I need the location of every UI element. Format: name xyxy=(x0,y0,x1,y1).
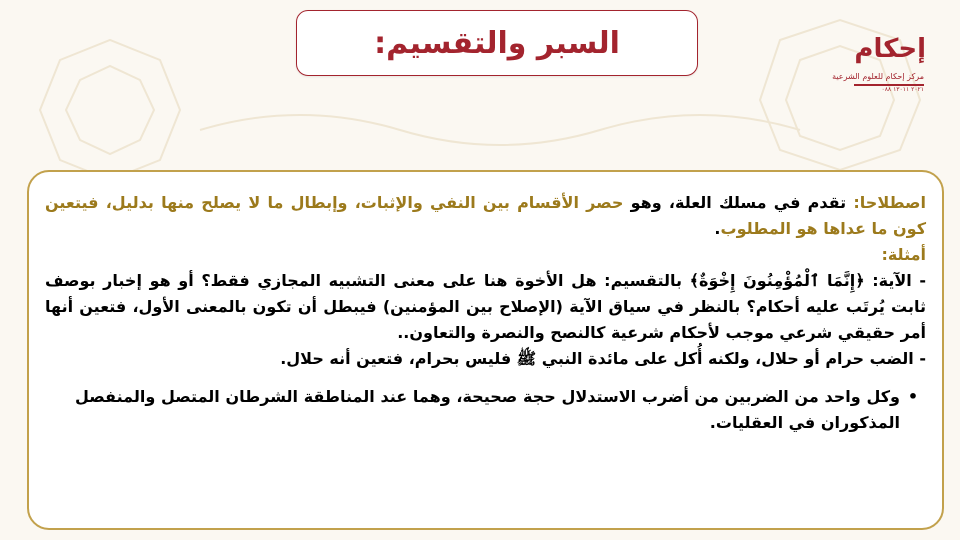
page-title: السبر والتقسيم: xyxy=(374,25,620,61)
bullet-item xyxy=(45,384,926,436)
bullet-icon: • xyxy=(907,387,919,406)
title-box xyxy=(296,10,698,76)
examples-label: أمثلة: xyxy=(881,245,926,264)
logo-name: إحكام xyxy=(854,34,926,64)
example-1 xyxy=(45,268,926,346)
bullet-text: وكل واحد من الضربين من أضرب الاستدلال حجة صحيحة، وهما عند المناطقة الشرطان المتصل والمنفصل المذكوران في العقليات. xyxy=(75,387,900,432)
content-body xyxy=(45,190,926,436)
definition-label: اصطلاحا: xyxy=(853,193,926,212)
example-1-prefix: - الآية: xyxy=(864,271,927,290)
definition-paragraph xyxy=(45,190,926,242)
logo-code: ٢٠٢١ ١٣٠١١ ٠٨٨ xyxy=(881,86,924,93)
example-1-text: بالتقسيم: هل الأخوة هنا على معنى التشبيه المجازي فقط؟ أو هو إخبار بوصف ثابت يُرتَب عليه أحكام؟ بالنظر في سياق الآية (الإصلاح بين المؤمنين) فيبطل أن تكون بالمعنى الأول، فتعين أنها أمر حقيقي شرعي موجب لأحكام شرعية كالنصح والنصرة والتعاون.. xyxy=(45,271,926,342)
logo-subtitle: مركز إحكام للعلوم الشرعية xyxy=(832,72,924,81)
logo xyxy=(832,24,926,96)
definition-highlight: حصر الأقسام بين النفي والإثبات، وإبطال ما لا يصلح منها بدليل، فيتعين كون ما عداها هو المطلوب xyxy=(45,193,926,238)
definition-end: . xyxy=(714,219,721,238)
example-2: - الضب حرام أو حلال، ولكنه أُكل على مائدة النبي ﷺ فليس بحرام، فتعين أنه حلال. xyxy=(280,349,926,368)
definition-intro: تقدم في مسلك العلة، وهو xyxy=(623,193,854,212)
content-box xyxy=(27,170,944,530)
example-1-verse: ﴿إِنَّمَا ٱلْمُؤْمِنُونَ إِخْوَةٌ﴾ xyxy=(689,271,865,290)
